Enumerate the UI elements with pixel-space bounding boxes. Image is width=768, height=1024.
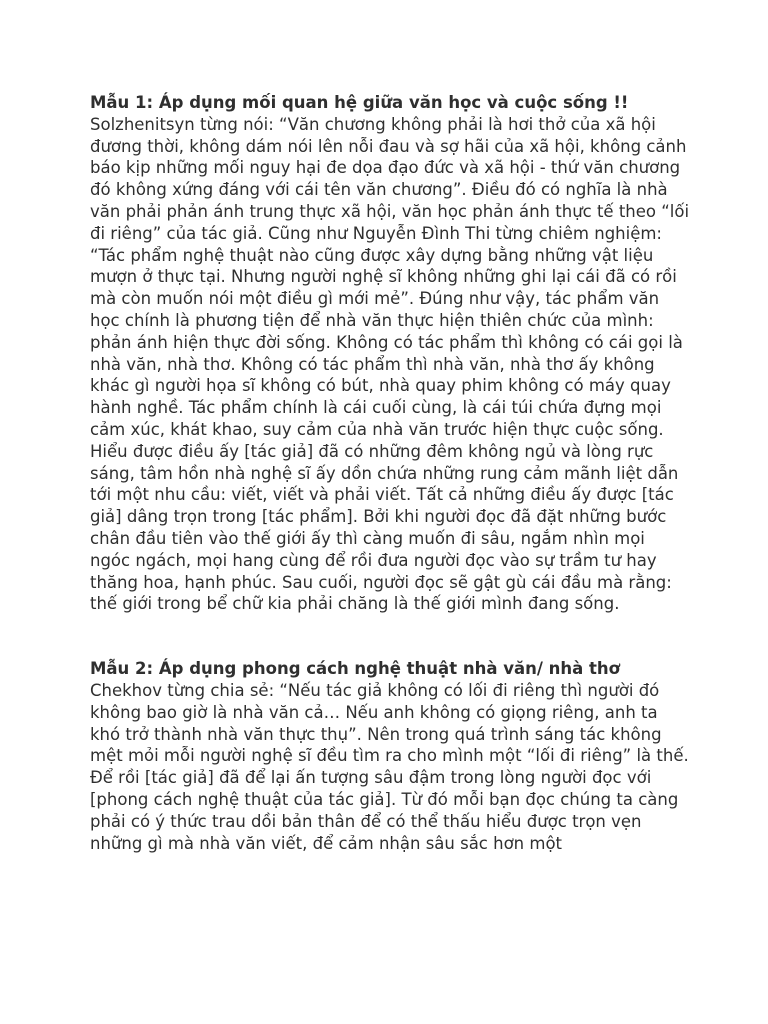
section-heading: Mẫu 2: Áp dụng phong cách nghệ thuật nhà văn/ nhà thơ bbox=[90, 659, 620, 679]
section-body: Chekhov từng chia sẻ: “Nếu tác giả không có lối đi riêng thì người đó không bao giờ là nhà văn cả… Nếu anh không có giọng riêng, anh ta khó trở thành nhà văn thực thụ”. Nên trong quá trình sáng tác không mệt mỏi mỗi người nghệ sĩ đều tìm ra cho mình một “lối đi riêng” là thế. Để rồi [tác giả] đã để lại ấn tượng sâu đậm trong lòng người đọc với [phong cách nghệ thuật của tác giả]. Từ đó mỗi bạn đọc chúng ta càng phải có ý thức trau dồi bản thân để có thể thấu hiểu được trọn vẹn những gì mà nhà văn viết, để cảm nhận sâu sắc hơn một bbox=[90, 680, 689, 853]
section-mau-1 bbox=[90, 92, 690, 615]
section-mau-2 bbox=[90, 658, 690, 854]
document-page bbox=[90, 92, 690, 854]
section-body: Solzhenitsyn từng nói: “Văn chương không phải là hơi thở của xã hội đương thời, không dám nói lên nỗi đau và sợ hãi của xã hội, không cảnh báo kịp những mối nguy hại đe dọa đạo đức và xã hội - thứ văn chương đó không xứng đáng với cái tên văn chương”. Điều đó có nghĩa là nhà văn phải phản ánh trung thực xã hội, văn học phản ánh thực tế theo “lối đi riêng” của tác giả. Cũng như Nguyễn Đình Thi từng chiêm nghiệm: “Tác phẩm nghệ thuật nào cũng được xây dựng bằng những vật liệu mượn ở thực tại. Nhưng người nghệ sĩ không những ghi lại cái đã có rồi mà còn muốn nói một điều gì mới mẻ”. Đúng như vậy, tác phẩm văn học chính là phương tiện để nhà văn thực hiện thiên chức của mình: phản ánh hiện thực đời sống. Không có tác phẩm thì không có cái gọi là nhà văn, nhà thơ. Không có tác phẩm thì nhà văn, nhà thơ ấy không khác gì người họa sĩ không có bút, nhà quay phim không có máy quay hành nghề. Tác phẩm chính là cái cuối cùng, là cái túi chứa đựng mọi cảm xúc, khát khao, suy cảm của nhà văn trước hiện thực cuộc sống. Hiểu được điều ấy [tác giả] đã có những đêm không ngủ và lòng rực sáng, tâm hồn nhà nghệ sĩ ấy dồn chứa những rung cảm mãnh liệt dẫn tới một nhu cầu: viết, viết và phải viết. Tất cả những điều ấy được [tác giả] dâng trọn trong [tác phẩm]. Bởi khi người đọc đã đặt những bước chân đầu tiên vào thế giới ấy thì càng muốn đi sâu, ngắm nhìn mọi ngóc ngách, mọi hang cùng để rồi đưa người đọc vào sự trầm tư hay thăng hoa, hạnh phúc. Sau cuối, người đọc sẽ gật gù cái đầu mà rằng: thế giới trong bể chữ kia phải chăng là thế giới mình đang sống. bbox=[90, 114, 690, 614]
section-heading: Mẫu 1: Áp dụng mối quan hệ giữa văn học và cuộc sống !! bbox=[90, 93, 629, 112]
